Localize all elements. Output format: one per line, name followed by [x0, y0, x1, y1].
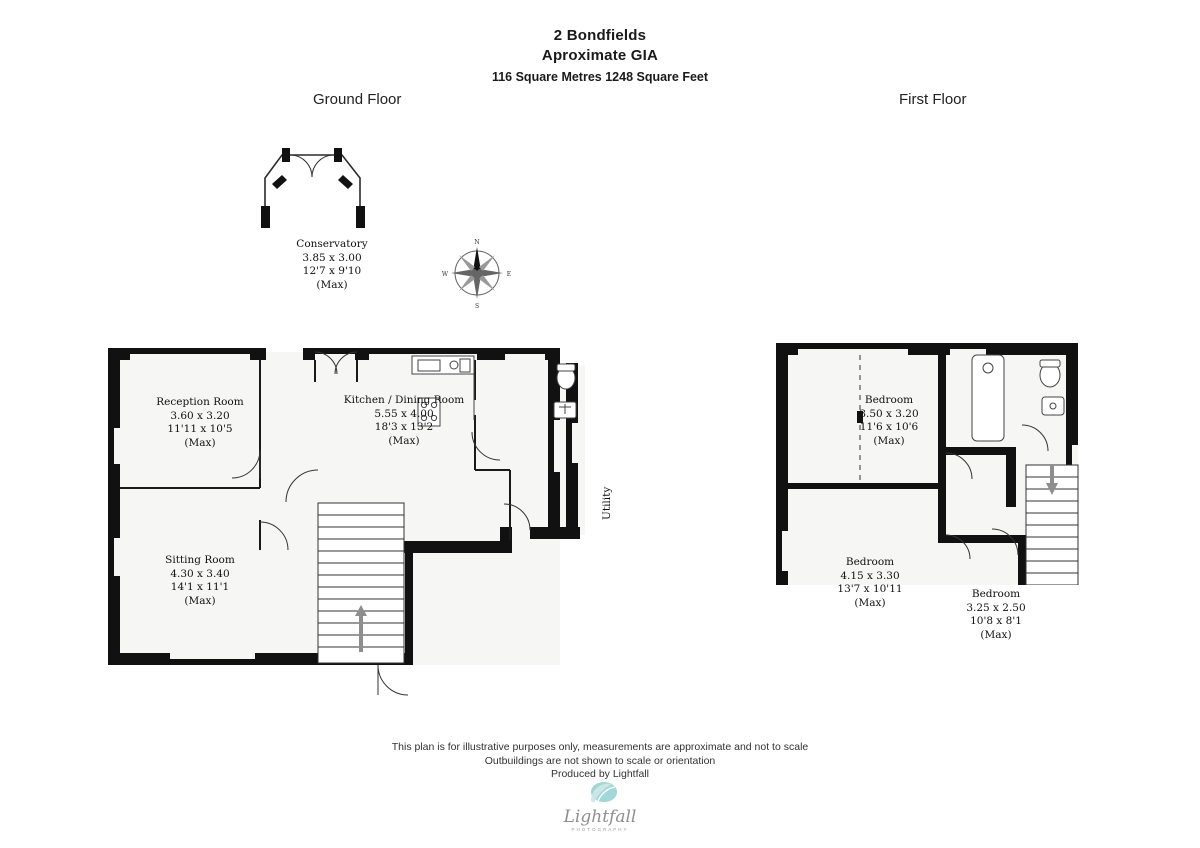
title-block	[0, 26, 1200, 86]
svg-text:W: W	[441, 271, 449, 278]
svg-text:S: S	[474, 303, 480, 309]
room-name: Reception Room	[156, 396, 244, 408]
room-name: Kitchen / Dining Room	[343, 394, 465, 406]
disclaimer-line-3: Produced by Lightfall	[550, 768, 650, 780]
svg-text:N: N	[474, 239, 480, 246]
room-note: (Max)	[873, 434, 905, 447]
logo-wordmark: Lightfall	[563, 807, 637, 827]
leaf-icon	[558, 781, 642, 809]
room-note: (Max)	[388, 434, 420, 447]
room-imperial: 18'3 x 13'2	[374, 421, 434, 433]
ground-floor-label: Ground Floor	[313, 91, 402, 108]
room-imperial: 10'8 x 8'1	[970, 615, 1022, 627]
room-note: (Max)	[184, 594, 216, 607]
page-title: 2 Bondfields	[553, 27, 647, 44]
room-name: Sitting Room	[165, 554, 235, 566]
room-imperial: 11'6 x 10'6	[859, 421, 919, 433]
room-note: (Max)	[316, 278, 348, 291]
room-note: (Max)	[980, 628, 1012, 641]
room-metric: 3.85 x 3.00	[302, 251, 362, 264]
area-summary: 116 Square Metres 1248 Square Feet	[491, 70, 709, 84]
disclaimer-line-2: Outbuildings are not shown to scale or orientation	[484, 754, 716, 767]
room-label-sitting-room	[142, 554, 258, 608]
page-subtitle: Aproximate GIA	[541, 47, 659, 64]
room-label-kitchen-dining-room	[330, 394, 478, 448]
room-note: (Max)	[854, 596, 886, 609]
room-imperial: 12'7 x 9'10	[302, 265, 362, 277]
room-imperial: 14'1 x 11'1	[170, 581, 230, 593]
room-label-bedroom-1	[830, 394, 948, 448]
logo-tagline: PHOTOGRAPHY	[571, 827, 629, 832]
room-name: Conservatory	[296, 238, 368, 250]
room-metric: 3.25 x 2.50	[966, 601, 1026, 614]
room-metric: 3.60 x 3.20	[170, 409, 230, 422]
disclaimer	[0, 741, 1200, 782]
room-metric: 5.55 x 4.00	[374, 407, 434, 420]
room-label-bedroom-2	[812, 556, 928, 610]
lightfall-logo	[558, 785, 642, 837]
room-label-utility: Utility	[601, 486, 613, 520]
room-label-bedroom-3	[940, 588, 1052, 642]
room-imperial: 13'7 x 10'11	[837, 583, 903, 595]
disclaimer-line-1: This plan is for illustrative purposes only, measurements are approximate and not to scale	[391, 741, 809, 753]
first-floor-label: First Floor	[899, 91, 967, 108]
room-label-reception-room	[140, 396, 260, 450]
room-metric: 3.50 x 3.20	[859, 407, 919, 420]
room-metric: 4.15 x 3.30	[840, 569, 900, 582]
room-note: (Max)	[184, 436, 216, 449]
svg-text:E: E	[506, 271, 512, 278]
room-metric: 4.30 x 3.40	[170, 567, 230, 580]
room-label-conservatory	[288, 238, 376, 292]
room-imperial: 11'11 x 10'5	[167, 423, 233, 435]
room-name: Bedroom	[845, 556, 895, 568]
room-name: Bedroom	[971, 588, 1021, 600]
compass-rose-icon	[441, 237, 513, 309]
room-name: Bedroom	[864, 394, 914, 406]
